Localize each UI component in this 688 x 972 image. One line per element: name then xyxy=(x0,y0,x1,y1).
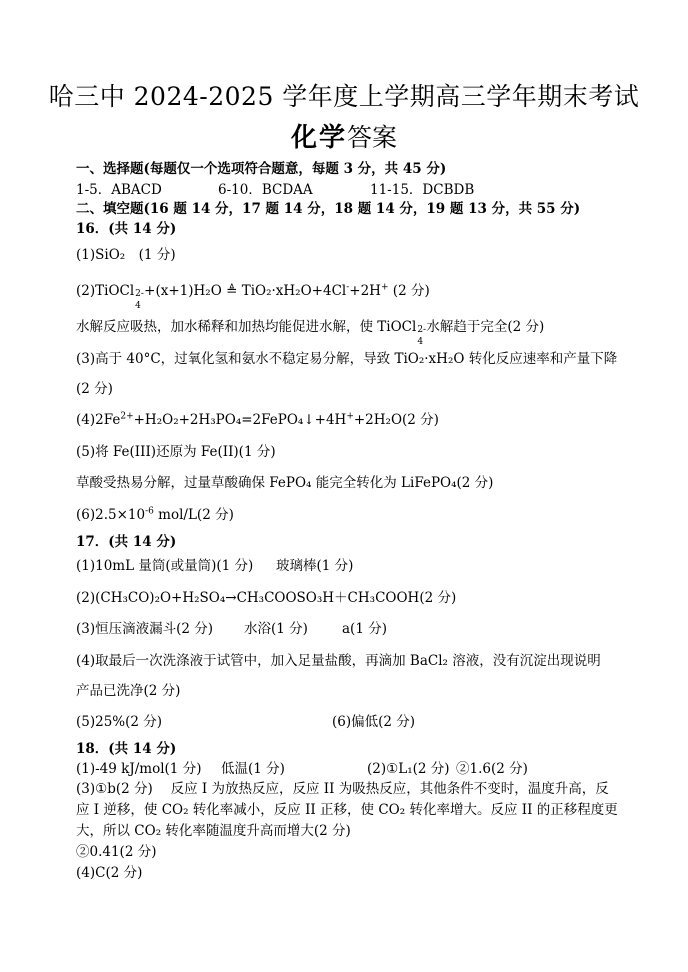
q17-line-1a: (1)10mL 量筒(或量筒)(1 分) xyxy=(76,558,254,574)
q16-line-2: (2)TiOCl 2- 4 +(x+1)H₂O ≜ TiO₂·xH₂O+4Cl-+2H+ (2 分) xyxy=(76,282,430,311)
q18-line-6: (4)C(2 分) xyxy=(76,865,143,881)
q16-line-5: (2 分) xyxy=(76,381,113,397)
q18-line-1d: ②1.6(2 分) xyxy=(456,761,528,777)
q17-line-3b: 水浴(1 分) xyxy=(244,621,308,637)
q18-line-1c: (2)①L₁(2 分) xyxy=(367,761,450,777)
q17-heading: 17．(共 14 分) xyxy=(76,534,177,550)
answer-1-5: 1-5．ABACD xyxy=(76,182,162,198)
section-1-heading: 一、选择题(每题仅一个选项符合题意，每题 3 分，共 45 分) xyxy=(76,161,447,177)
page-subtitle xyxy=(0,122,688,154)
q17-line-3a: (3)恒压滴液漏斗(2 分) xyxy=(76,621,214,637)
heat-arrow-icon: ≜ xyxy=(226,283,238,299)
q17-line-2: (2)(CH₃CO)₂O+H₂SO₄→CH₃COOSO₃H＋CH₃COOH(2 分) xyxy=(76,590,457,606)
q17-line-5: 产品已洗净(2 分) xyxy=(76,683,181,699)
q18-line-3: 应 I 逆移，使 CO₂ 转化率减小，反应 II 正移，使 CO₂ 转化率增大。反应 II 的正移程度更 xyxy=(76,802,618,818)
q17-line-6b: (6)偏低(2 分) xyxy=(332,714,416,730)
answer-11-15: 11-15．DCBDB xyxy=(370,182,475,198)
section-2-heading: 二、填空题(16 题 14 分，17 题 14 分，18 题 14 分，19 题 13 分，共 55 分) xyxy=(76,201,581,217)
q18-line-4: 大，所以 CO₂ 转化率随温度升高而增大(2 分) xyxy=(76,823,351,839)
q16-line-3: 水解反应吸热，加水稀释和加热均能促进水解，使 TiOCl 2- 4 水解趋于完全(2 分) xyxy=(76,319,545,347)
q17-line-3c: a(1 分) xyxy=(342,621,387,637)
answer-6-10: 6-10．BCDAA xyxy=(218,182,313,198)
q18-line-5: ②0.41(2 分) xyxy=(76,844,157,860)
q18-line-2: (3)①b(2 分) 反应 I 为放热反应，反应 II 为吸热反应，其他条件不变时，温度升高，反 xyxy=(76,781,609,797)
q16-line-1: (1)SiO₂ (1 分) xyxy=(76,247,176,263)
subtitle-answer: 答案 xyxy=(347,123,398,152)
q17-line-4: (4)取最后一次洗涤液于试管中，加入足量盐酸，再滴加 BaCl₂ 溶液，没有沉淀出现说明 xyxy=(76,653,601,669)
q16-line-4: (3)高于 40°C，过氧化氢和氨水不稳定易分解，导致 TiO₂·xH₂O 转化反应速率和产量下降 xyxy=(76,351,618,367)
q16-line-8: 草酸受热易分解，过量草酸确保 FePO₄ 能完全转化为 LiFePO₄(2 分) xyxy=(76,475,494,491)
q17-line-1b: 玻璃棒(1 分) xyxy=(276,558,354,574)
q16-heading: 16．(共 14 分) xyxy=(76,221,177,237)
page-title: 哈三中 2024-2025 学年度上学期高三学年期末考试 xyxy=(48,82,640,111)
q18-heading: 18．(共 14 分) xyxy=(76,741,177,757)
q17-line-6a: (5)25%(2 分) xyxy=(76,714,163,730)
q18-line-1b: 低温(1 分) xyxy=(221,761,285,777)
q18-line-1a: (1)-49 kJ/mol(1 分) xyxy=(76,761,202,777)
q16-line-9: $(6)2.5\times 10^{-6}$ mol/L(2 分) xyxy=(76,506,234,523)
subtitle-subject: 化学 xyxy=(290,123,347,153)
q16-line-7: (5)将 Fe(III)还原为 Fe(II)(1 分) xyxy=(76,444,276,460)
q16-line-6: $(4)2Fe^{2+}+H_2O_2+2H_3PO_4=2FePO_4↓+4H^++2H_2O(2$ 分) xyxy=(76,411,439,428)
